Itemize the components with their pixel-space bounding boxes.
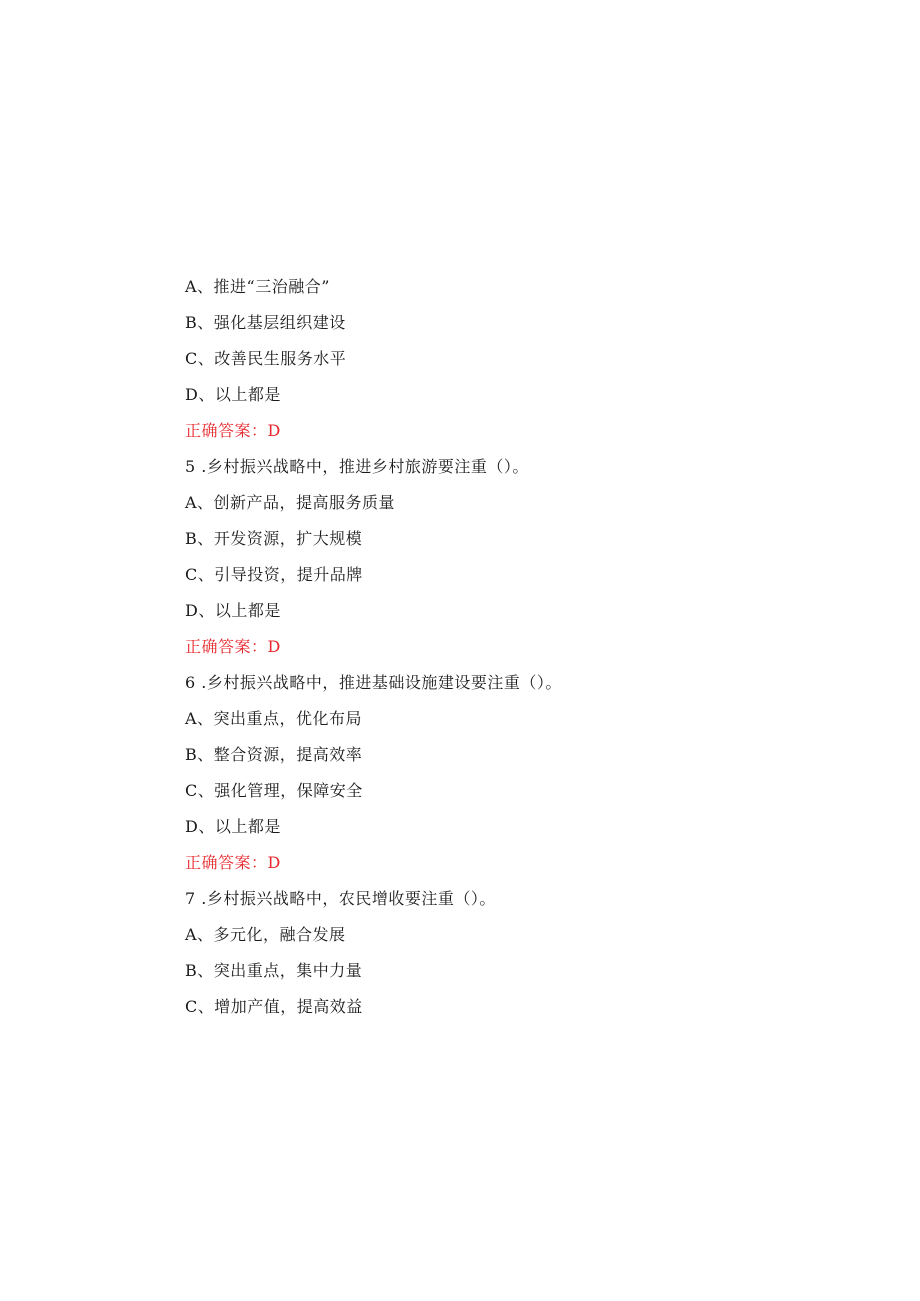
q6-option-d: D、以上都是 xyxy=(185,817,281,836)
q4-option-d: D、以上都是 xyxy=(185,385,281,404)
q4-answer: 正确答案：D xyxy=(185,421,281,440)
q4-option-c: C、改善民生服务水平 xyxy=(185,349,347,368)
q7-option-c: C、增加产值，提高效益 xyxy=(185,997,363,1016)
q5-question: 5 .乡村振兴战略中，推进乡村旅游要注重（）。 xyxy=(185,457,529,476)
q5-option-c: C、引导投资，提升品牌 xyxy=(185,565,363,584)
q6-option-a: A、突出重点，优化布局 xyxy=(185,709,363,728)
q7-option-a: A、多元化，融合发展 xyxy=(185,925,346,944)
q5-option-a: A、创新产品，提高服务质量 xyxy=(185,493,396,512)
q6-question: 6 .乡村振兴战略中，推进基础设施建设要注重（）。 xyxy=(185,673,562,692)
q4-option-a: A、推进“三治融合” xyxy=(185,277,330,296)
q7-question: 7 .乡村振兴战略中，农民增收要注重（）。 xyxy=(185,889,496,908)
q5-option-b: B、开发资源，扩大规模 xyxy=(185,529,363,548)
q6-answer: 正确答案：D xyxy=(185,853,281,872)
q4-option-b: B、强化基层组织建设 xyxy=(185,313,346,332)
q5-option-d: D、以上都是 xyxy=(185,601,281,620)
q5-answer: 正确答案：D xyxy=(185,637,281,656)
q6-option-b: B、整合资源，提高效率 xyxy=(185,745,363,764)
q7-option-b: B、突出重点，集中力量 xyxy=(185,961,363,980)
q6-option-c: C、强化管理，保障安全 xyxy=(185,781,363,800)
